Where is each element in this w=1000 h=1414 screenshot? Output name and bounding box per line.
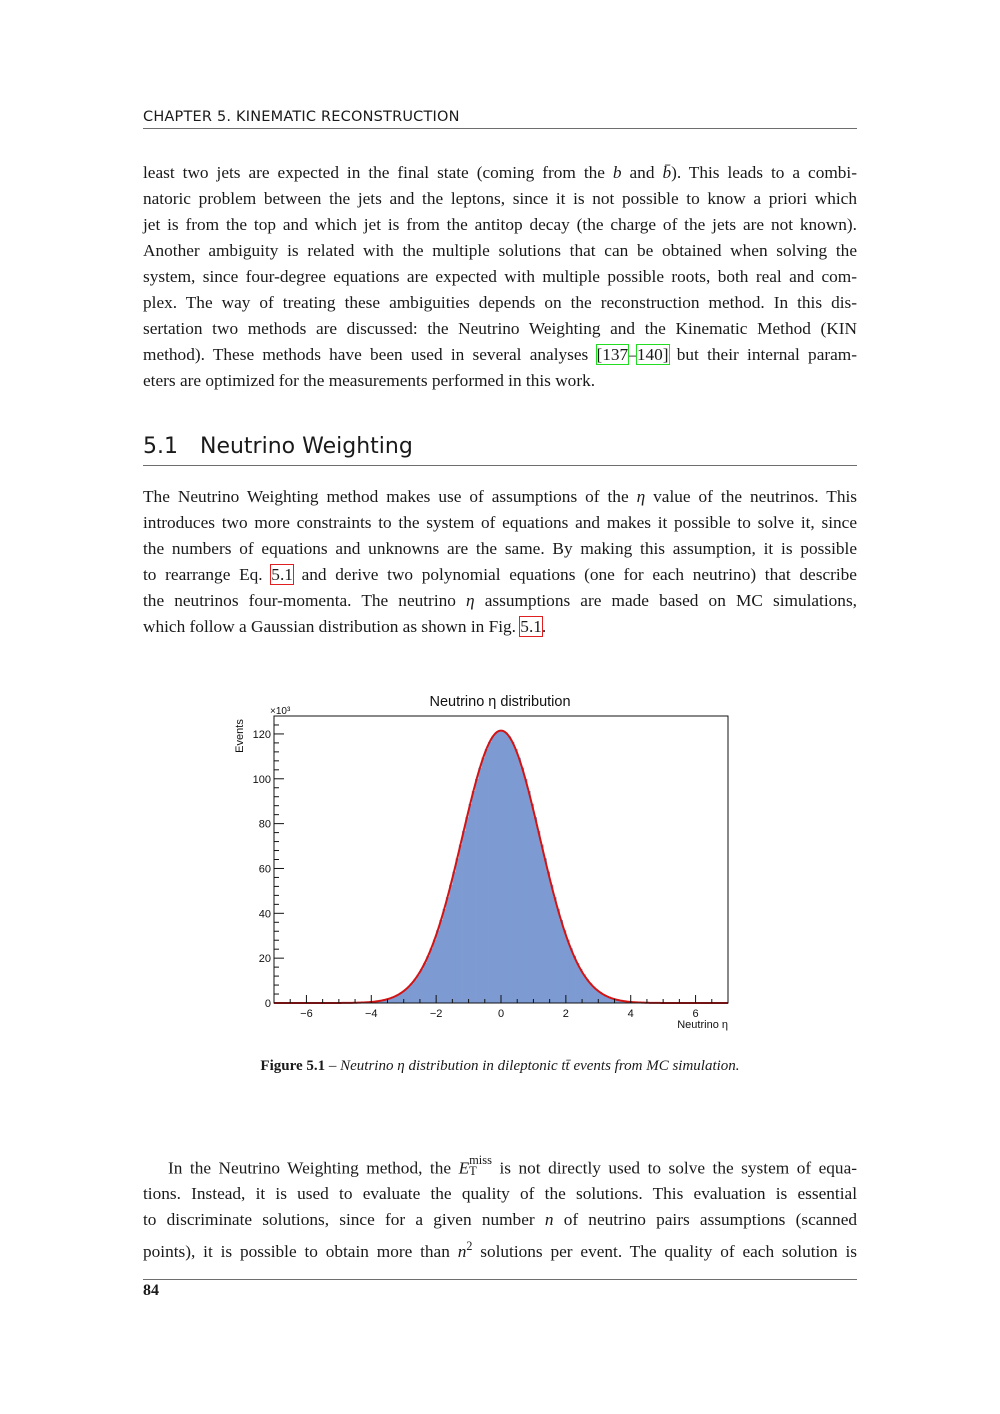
histogram-bin-56 bbox=[456, 858, 460, 1003]
x-tick-label: −2 bbox=[429, 1008, 443, 1020]
histogram-bin-45 bbox=[420, 969, 424, 1003]
histogram-bin-55 bbox=[452, 872, 456, 1003]
chart-title: Neutrino η distribution bbox=[429, 694, 571, 710]
histogram-bin-82 bbox=[540, 845, 544, 1003]
neutrino-eta-histogram bbox=[228, 686, 748, 1036]
histogram-bin-74 bbox=[514, 749, 518, 1003]
histogram-bin-95 bbox=[582, 975, 586, 1003]
figure-neutrino-eta bbox=[228, 686, 748, 1036]
histogram-bin-92 bbox=[572, 956, 576, 1003]
histogram-bin-44 bbox=[417, 975, 421, 1003]
running-head: CHAPTER 5. KINEMATIC RECONSTRUCTION bbox=[143, 109, 857, 129]
y-axis-label: Events bbox=[234, 719, 246, 753]
histogram-bin-66 bbox=[488, 742, 492, 1003]
histogram-bin-41 bbox=[407, 987, 411, 1003]
x-tick-label: −6 bbox=[300, 1008, 313, 1020]
histogram-bin-65 bbox=[485, 749, 489, 1003]
histogram-bin-81 bbox=[537, 831, 541, 1003]
section-heading bbox=[143, 434, 857, 466]
histogram-bin-53 bbox=[446, 897, 450, 1003]
evaluation-paragraph: In the Neutrino Weighting method, the E miss T is not directly used to solve the system of equa- tions. Instead, it is used to evaluate the quality of the solutions. This evaluation is essential to discriminate solutions, since for a given number n of neutrino pairs assumptions (scanned points), it is possible to obtain more than $n^2$ solutions per event. The quality of each solution is bbox=[143, 1153, 858, 1261]
y-axis-multiplier: ×10³ bbox=[270, 706, 291, 717]
histogram-bin-51 bbox=[439, 920, 443, 1003]
histogram-bin-42 bbox=[410, 983, 414, 1003]
section-number: 5.1 bbox=[143, 434, 178, 459]
histogram-bin-80 bbox=[533, 817, 537, 1003]
histogram-bin-58 bbox=[462, 831, 466, 1003]
figure-link-5-1[interactable]: 5.1 bbox=[520, 617, 542, 636]
histogram-bin-79 bbox=[530, 804, 534, 1003]
x-axis-ticks bbox=[274, 995, 728, 1020]
y-tick-label: 120 bbox=[252, 728, 271, 741]
histogram-bin-46 bbox=[423, 963, 427, 1003]
histogram-bin-77 bbox=[524, 779, 528, 1003]
x-axis-label: Neutrino η bbox=[677, 1019, 728, 1031]
histogram-bin-76 bbox=[520, 768, 524, 1003]
section-title: Neutrino Weighting bbox=[200, 434, 413, 459]
histogram-bin-91 bbox=[569, 948, 573, 1003]
histogram-bin-73 bbox=[511, 742, 515, 1003]
y-axis-ticks bbox=[253, 716, 284, 1010]
histogram-bin-96 bbox=[585, 979, 589, 1003]
histogram-bin-71 bbox=[504, 733, 508, 1003]
citation-link-140[interactable]: 140] bbox=[636, 345, 669, 364]
histogram-bin-54 bbox=[449, 885, 453, 1003]
y-tick-label: 20 bbox=[258, 953, 271, 966]
histogram-bin-86 bbox=[553, 897, 557, 1003]
histogram-bin-84 bbox=[546, 872, 550, 1003]
y-tick-label: 60 bbox=[258, 863, 271, 876]
histogram-bin-63 bbox=[478, 768, 482, 1003]
histogram-bin-59 bbox=[465, 817, 469, 1003]
histogram-bin-43 bbox=[413, 979, 417, 1003]
histogram-bin-87 bbox=[556, 909, 560, 1003]
x-tick-label: 6 bbox=[692, 1008, 699, 1020]
histogram-bin-49 bbox=[433, 940, 437, 1003]
page-number: 84 bbox=[143, 1282, 159, 1299]
histogram-bin-94 bbox=[579, 969, 583, 1003]
histogram-bin-68 bbox=[495, 733, 499, 1003]
histogram-bin-83 bbox=[543, 858, 547, 1003]
y-tick-label: 100 bbox=[252, 773, 271, 786]
histogram-bars bbox=[319, 731, 683, 1003]
histogram-bin-85 bbox=[550, 885, 554, 1003]
histogram-bin-64 bbox=[482, 758, 486, 1003]
y-tick-label: 40 bbox=[258, 908, 271, 921]
histogram-bin-60 bbox=[469, 804, 473, 1003]
equation-link-5-1[interactable]: 5.1 bbox=[271, 565, 293, 584]
citation-link-137[interactable]: [137 bbox=[596, 345, 629, 364]
intro-paragraph: least two jets are expected in the final state (coming from the b and b̄). This leads to a combi- natoric problem between the jets and the leptons, since it is not possible to know a priori which jet is from the top and which jet is from the antitop decay (the charge of the jets are not known). Another ambiguity is related with the multiple solutions that can be obtained when solving the system, since four-degree equations are expected with multiple possible roots, both real and com- plex. The way of treating these ambiguities depends on the reconstruction method. In this dis- sertation two methods are discussed: the Neutrino Weighting and the Kinematic Method (KIN method). These methods have been used in several analyses [137–140] but their internal param- eters are optimized for the measurements performed in this work. bbox=[143, 163, 857, 390]
x-tick-label: 0 bbox=[497, 1008, 505, 1020]
histogram-bin-52 bbox=[443, 909, 447, 1003]
figure-caption: Figure 5.1 – Neutrino η distribution in dileptonic tt̄ events from MC simulation. bbox=[260, 1058, 740, 1074]
histogram-bin-93 bbox=[576, 963, 580, 1003]
histogram-bin-67 bbox=[491, 736, 495, 1003]
histogram-bin-61 bbox=[472, 791, 476, 1003]
y-tick-label: 80 bbox=[258, 818, 271, 831]
neutrino-weighting-paragraph: The Neutrino Weighting method makes use of assumptions of the η value of the neutrinos. This introduces two more constraints to the system of equations and makes it possible to solve it, since the numbers of equations and unknowns are the same. By making this assumption, it is possible to rearrange Eq. 5.1 and derive two polynomial equations (one for each neutrino) that describe the neutrinos four-momenta. The neutrino η assumptions are made based on MC simulations, which follow a Gaussian distribution as shown in Fig. 5.1. bbox=[143, 487, 857, 636]
histogram-bin-89 bbox=[563, 930, 567, 1003]
x-tick-label: −4 bbox=[365, 1008, 378, 1020]
histogram-bin-72 bbox=[507, 736, 511, 1003]
histogram-bin-70 bbox=[501, 731, 505, 1003]
histogram-bin-90 bbox=[566, 940, 570, 1003]
histogram-bin-69 bbox=[498, 731, 502, 1003]
histogram-bin-57 bbox=[459, 845, 463, 1003]
histogram-bin-62 bbox=[475, 779, 479, 1003]
histogram-bin-78 bbox=[527, 791, 531, 1003]
x-tick-label: 4 bbox=[627, 1008, 634, 1020]
histogram-bin-88 bbox=[559, 920, 563, 1003]
histogram-bin-50 bbox=[436, 930, 440, 1003]
histogram-bin-48 bbox=[430, 948, 434, 1003]
y-tick-label: 0 bbox=[264, 998, 271, 1010]
figure-label: Figure 5.1 bbox=[260, 1058, 326, 1074]
page-footer bbox=[143, 1279, 857, 1300]
x-tick-label: 2 bbox=[562, 1008, 569, 1020]
histogram-bin-47 bbox=[426, 956, 430, 1003]
histogram-bin-75 bbox=[517, 758, 521, 1003]
